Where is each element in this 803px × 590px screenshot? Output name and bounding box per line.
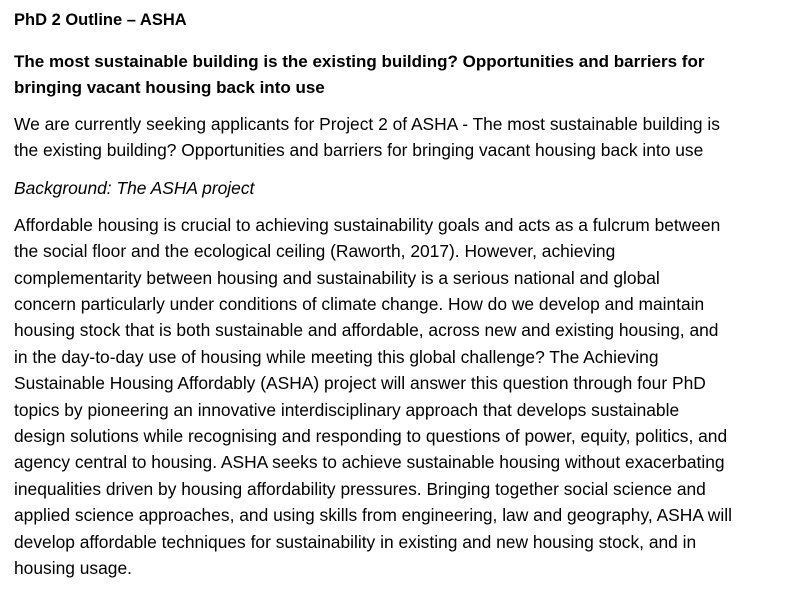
background-line: inequalities driven by housing affordability pressures. Bringing together social science and <box>14 478 706 499</box>
project-heading <box>14 49 789 101</box>
intro-line: We are currently seeking applicants for Project 2 of ASHA - The most sustainable building is <box>14 114 720 134</box>
background-line: develop affordable techniques for sustainability in existing and new housing stock, and in <box>14 531 697 552</box>
intro-line: the existing building? Opportunities and barriers for bringing vacant housing back into use <box>14 140 704 161</box>
background-line: Sustainable Housing Affordably (ASHA) project will answer this question through four PhD <box>14 373 706 394</box>
project-heading-line: bringing vacant housing back into use <box>14 78 325 97</box>
background-line: concern particularly under conditions of climate change. How do we develop and maintain <box>14 294 705 315</box>
background-line: Affordable housing is crucial to achieving sustainability goals and acts as a fulcrum between <box>14 214 721 235</box>
background-line: housing stock that is both sustainable and affordable, across new and existing housing, and <box>14 320 719 341</box>
background-line: the social floor and the ecological ceiling (Raworth, 2017). However, achieving <box>14 241 616 262</box>
background-line: agency central to housing. ASHA seeks to achieve sustainable housing without exacerbating <box>14 452 725 473</box>
background-line: in the day-to-day use of housing while meeting this global challenge? The Achieving <box>14 346 659 367</box>
background-line: complementarity between housing and sustainability is a serious national and global <box>14 267 660 288</box>
project-heading-line: The most sustainable building is the existing building? Opportunities and barriers for <box>14 52 705 71</box>
intro-paragraph <box>14 111 789 164</box>
document-title: PhD 2 Outline – ASHA <box>14 11 187 29</box>
background-line: topics by pioneering an innovative interdisciplinary approach that develops sustainable <box>14 399 680 420</box>
background-line: housing usage. <box>14 558 132 579</box>
background-line: design solutions while recognising and responding to questions of power, equity, politics, and <box>14 426 728 447</box>
background-heading: Background: The ASHA project <box>14 177 255 198</box>
background-line: applied science approaches, and using skills from engineering, law and geography, ASHA will <box>14 505 732 526</box>
background-paragraph <box>14 212 789 582</box>
